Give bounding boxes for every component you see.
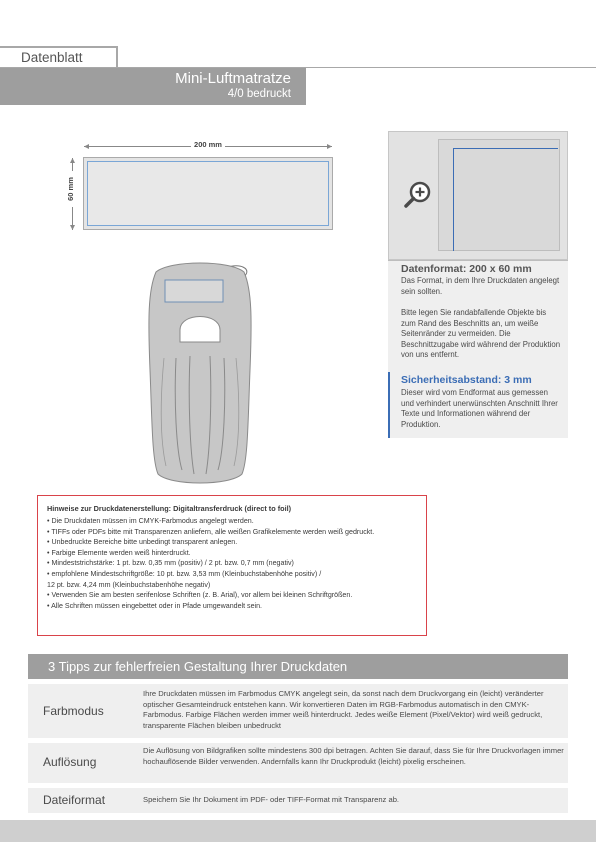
tip-text: Die Auflösung von Bildgrafiken sollte mindestens 300 dpi betragen. Achten Sie darauf, dass Sie für Ihre Druckvorlagen immer hochauflösende Bilder verwenden. Andernfalls kann Ihr Druckprodukt (leicht) pixelig erscheinen.	[143, 746, 564, 766]
safety-margin-frame	[87, 161, 329, 226]
notes-line: • empfohlene Mindestschriftgröße: 10 pt. bzw. 3,53 mm (Kleinbuchstabenhöhe positiv) /	[47, 569, 322, 578]
datasheet-tab: Datenblatt	[0, 48, 116, 67]
format-heading: Datenformat: 200 x 60 mm	[401, 263, 532, 275]
notes-line: 12 pt. bzw. 4,24 mm (Kleinbuchstabenhöhe negativ)	[47, 580, 211, 589]
width-dimension-label: 200 mm	[84, 140, 332, 149]
notes-line: • Farbige Elemente werden weiß hinterdruckt.	[47, 548, 191, 557]
tip-label: Dateiformat	[43, 793, 106, 807]
notes-line: • Die Druckdaten müssen im CMYK-Farbmodus angelegt werden.	[47, 517, 254, 525]
safety-heading: Sicherheitsabstand: 3 mm	[401, 374, 532, 386]
tip-row-file-format	[28, 788, 568, 813]
tip-row-color-mode	[28, 684, 568, 738]
notes-line: • Verwenden Sie am besten serifenlose Schriften (z. B. Arial), vor allem bei kleinen Schriftgrößen.	[47, 591, 353, 600]
tip-label: Auflösung	[43, 755, 97, 769]
notes-line: • TIFFs oder PDFs bitte mit Transparenzen anliefern, alle weißen Grafikelemente werden weiß gedruckt.	[47, 527, 375, 536]
bleed-description: Bitte legen Sie randabfallende Objekte bis zum Rand des Beschnitts an, um weiße Seitenränder zu vermeiden. Die Beschnittzugabe wird während der Produktion von uns entfernt.	[401, 308, 561, 359]
air-mattress-illustration	[130, 260, 270, 485]
format-description: Das Format, in dem Ihre Druckdaten angelegt sein sollten.	[401, 276, 560, 296]
page-subtitle: 4/0 bedruckt	[227, 88, 291, 100]
safety-accent-bar	[388, 372, 390, 438]
notes-line: • Mindeststrichstärke: 1 pt. bzw. 0,35 mm (positiv) / 2 pt. bzw. 0,7 mm (negativ)	[47, 559, 294, 568]
tip-row-resolution	[28, 743, 568, 783]
notes-line: • Unbedruckte Bereiche bitte unbedingt transparent anlegen.	[47, 538, 238, 547]
info-panel-rule	[388, 260, 568, 261]
tip-text: Speichern Sie Ihr Dokument im PDF- oder TIFF-Format mit Transparenz ab.	[143, 795, 400, 804]
tip-text: Ihre Druckdaten müssen im Farbmodus CMYK angelegt sein, da sonst nach dem Druckvorgang ein (leicht) veränderter optischer Gesamteindruck entstehen kann. Wir konvertieren Daten im RGB-Farbmodus automatisch in den CMYK-Farbmodus. Farbige Flächen werden immer weiß hinterdruckt. Jedes weiße Element (Pixel/Vektor) wird weiß gedruckt, transparente Flächen bleiben unbedruckt	[143, 689, 544, 730]
notes-line: • Alle Schriften müssen eingebettet oder in Pfade umgewandelt sein.	[47, 601, 263, 610]
footer-band	[0, 820, 596, 842]
print-notes-box	[37, 495, 427, 636]
tips-heading: 3 Tipps zur fehlerfreien Gestaltung Ihrer Druckdaten	[28, 654, 568, 679]
notes-title: Hinweise zur Druckdatenerstellung: Digitaltransferdruck (direct to foil)	[47, 504, 292, 513]
page-title: Mini-Luftmatratze	[175, 70, 291, 87]
zoom-safety-line	[453, 148, 558, 251]
height-dimension-label: 60 mm	[66, 171, 76, 207]
tip-label: Farbmodus	[43, 704, 104, 718]
magnifier-plus-icon	[403, 180, 433, 210]
safety-description: Dieser wird vom Endformat aus gemessen und verhindert unerwünschten Anschnitt Ihrer Texte und Informationen während der Produktion.	[401, 388, 558, 429]
